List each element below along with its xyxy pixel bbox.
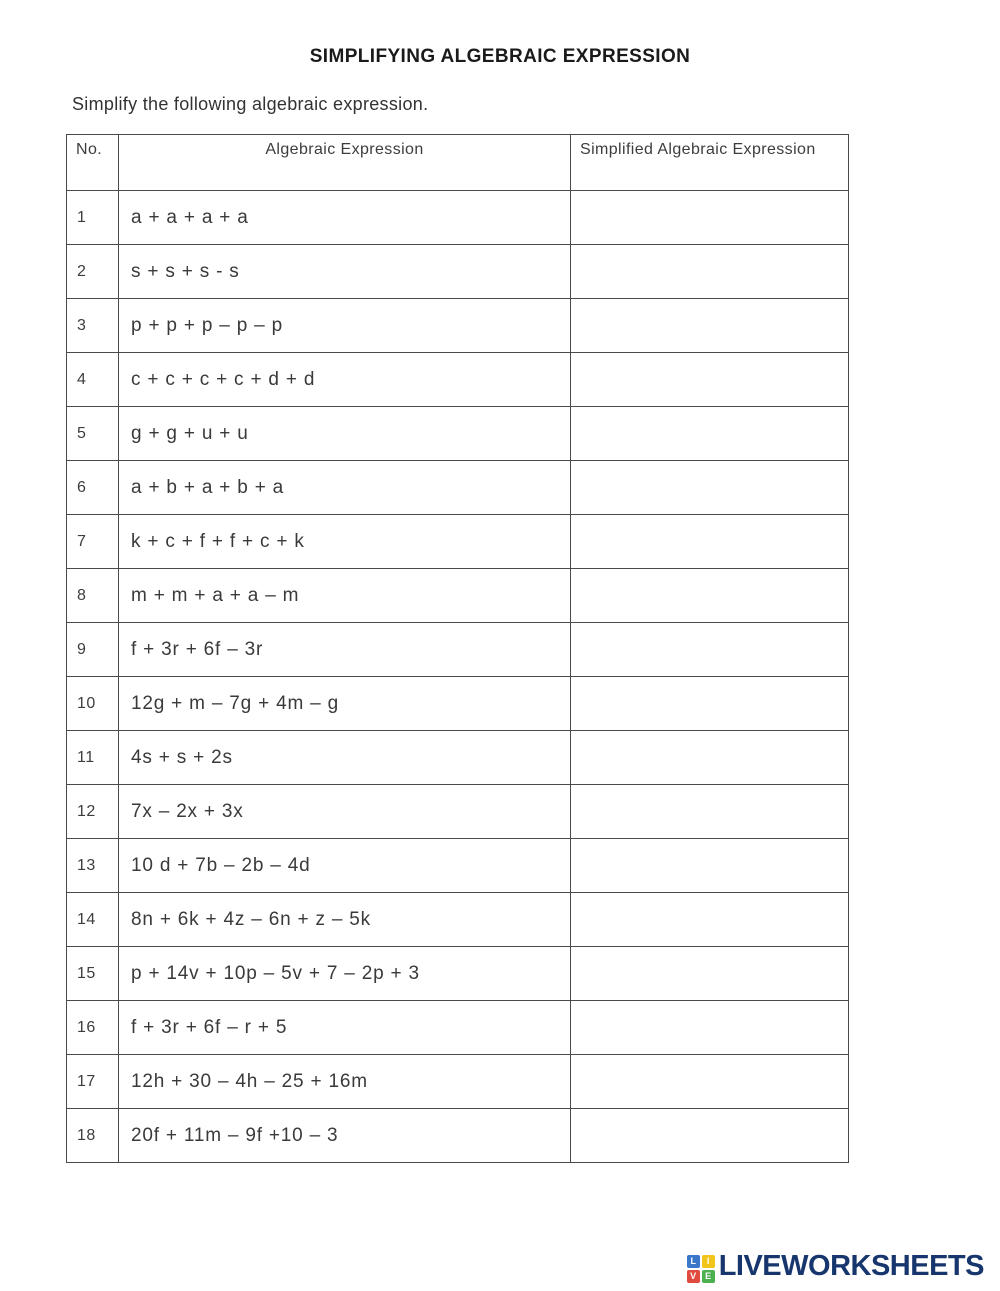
table-row bbox=[67, 353, 849, 407]
table-row bbox=[67, 461, 849, 515]
row-number: 4 bbox=[67, 353, 119, 407]
table-row bbox=[67, 245, 849, 299]
liveworksheets-grid-icon bbox=[687, 1255, 715, 1283]
liveworksheets-logo bbox=[687, 1249, 984, 1283]
header-expression: Algebraic Expression bbox=[119, 135, 571, 191]
table-row bbox=[67, 191, 849, 245]
expression-cell: c + c + c + c + d + d bbox=[119, 353, 571, 407]
table-row bbox=[67, 515, 849, 569]
answer-input-cell[interactable] bbox=[571, 1001, 849, 1055]
answer-input-cell[interactable] bbox=[571, 839, 849, 893]
brand-wordmark: LIVEWORKSHEETS bbox=[718, 1249, 984, 1282]
row-number: 7 bbox=[67, 515, 119, 569]
expression-cell: s + s + s - s bbox=[119, 245, 571, 299]
row-number: 5 bbox=[67, 407, 119, 461]
answer-input-cell[interactable] bbox=[571, 569, 849, 623]
row-number: 16 bbox=[67, 1001, 119, 1055]
answer-input-cell[interactable] bbox=[571, 191, 849, 245]
answer-input-cell[interactable] bbox=[571, 245, 849, 299]
expression-cell: 8n + 6k + 4z – 6n + z – 5k bbox=[119, 893, 571, 947]
table-header-row bbox=[67, 135, 849, 191]
row-number: 1 bbox=[67, 191, 119, 245]
expression-cell: 10 d + 7b – 2b – 4d bbox=[119, 839, 571, 893]
answer-input-cell[interactable] bbox=[571, 731, 849, 785]
expression-cell: 12g + m – 7g + 4m – g bbox=[119, 677, 571, 731]
row-number: 11 bbox=[67, 731, 119, 785]
header-simplified: Simplified Algebraic Expression bbox=[571, 135, 849, 191]
table-row bbox=[67, 569, 849, 623]
row-number: 17 bbox=[67, 1055, 119, 1109]
table-row bbox=[67, 839, 849, 893]
answer-input-cell[interactable] bbox=[571, 785, 849, 839]
expression-cell: p + p + p – p – p bbox=[119, 299, 571, 353]
row-number: 9 bbox=[67, 623, 119, 677]
expression-cell: 4s + s + 2s bbox=[119, 731, 571, 785]
answer-input-cell[interactable] bbox=[571, 299, 849, 353]
row-number: 2 bbox=[67, 245, 119, 299]
instruction-text: Simplify the following algebraic expression. bbox=[72, 94, 429, 114]
expressions-table bbox=[66, 134, 849, 1163]
logo-tile-e: E bbox=[702, 1270, 715, 1283]
page-title: SIMPLIFYING ALGEBRAIC EXPRESSION bbox=[309, 46, 691, 67]
table-row bbox=[67, 1001, 849, 1055]
table-row bbox=[67, 407, 849, 461]
expression-cell: k + c + f + f + c + k bbox=[119, 515, 571, 569]
row-number: 12 bbox=[67, 785, 119, 839]
logo-tile-l: L bbox=[687, 1255, 700, 1268]
row-number: 6 bbox=[67, 461, 119, 515]
row-number: 14 bbox=[67, 893, 119, 947]
expression-cell: 20f + 11m – 9f +10 – 3 bbox=[119, 1109, 571, 1163]
expression-cell: a + a + a + a bbox=[119, 191, 571, 245]
answer-input-cell[interactable] bbox=[571, 515, 849, 569]
table-row bbox=[67, 731, 849, 785]
row-number: 15 bbox=[67, 947, 119, 1001]
expression-cell: 12h + 30 – 4h – 25 + 16m bbox=[119, 1055, 571, 1109]
table-row bbox=[67, 299, 849, 353]
answer-input-cell[interactable] bbox=[571, 623, 849, 677]
header-no: No. bbox=[67, 135, 119, 191]
expression-cell: a + b + a + b + a bbox=[119, 461, 571, 515]
expression-cell: p + 14v + 10p – 5v + 7 – 2p + 3 bbox=[119, 947, 571, 1001]
answer-input-cell[interactable] bbox=[571, 353, 849, 407]
table-row bbox=[67, 1055, 849, 1109]
row-number: 8 bbox=[67, 569, 119, 623]
answer-input-cell[interactable] bbox=[571, 1055, 849, 1109]
table-row bbox=[67, 785, 849, 839]
table-row bbox=[67, 893, 849, 947]
logo-tile-i: I bbox=[702, 1255, 715, 1268]
table-row bbox=[67, 947, 849, 1001]
expression-cell: g + g + u + u bbox=[119, 407, 571, 461]
table-row bbox=[67, 623, 849, 677]
table-row bbox=[67, 1109, 849, 1163]
logo-tile-v: V bbox=[687, 1270, 700, 1283]
answer-input-cell[interactable] bbox=[571, 1109, 849, 1163]
answer-input-cell[interactable] bbox=[571, 893, 849, 947]
row-number: 3 bbox=[67, 299, 119, 353]
answer-input-cell[interactable] bbox=[571, 947, 849, 1001]
answer-input-cell[interactable] bbox=[571, 677, 849, 731]
row-number: 10 bbox=[67, 677, 119, 731]
row-number: 18 bbox=[67, 1109, 119, 1163]
answer-input-cell[interactable] bbox=[571, 407, 849, 461]
row-number: 13 bbox=[67, 839, 119, 893]
expression-cell: f + 3r + 6f – 3r bbox=[119, 623, 571, 677]
expression-cell: m + m + a + a – m bbox=[119, 569, 571, 623]
expression-cell: f + 3r + 6f – r + 5 bbox=[119, 1001, 571, 1055]
table-row bbox=[67, 677, 849, 731]
answer-input-cell[interactable] bbox=[571, 461, 849, 515]
expression-cell: 7x – 2x + 3x bbox=[119, 785, 571, 839]
